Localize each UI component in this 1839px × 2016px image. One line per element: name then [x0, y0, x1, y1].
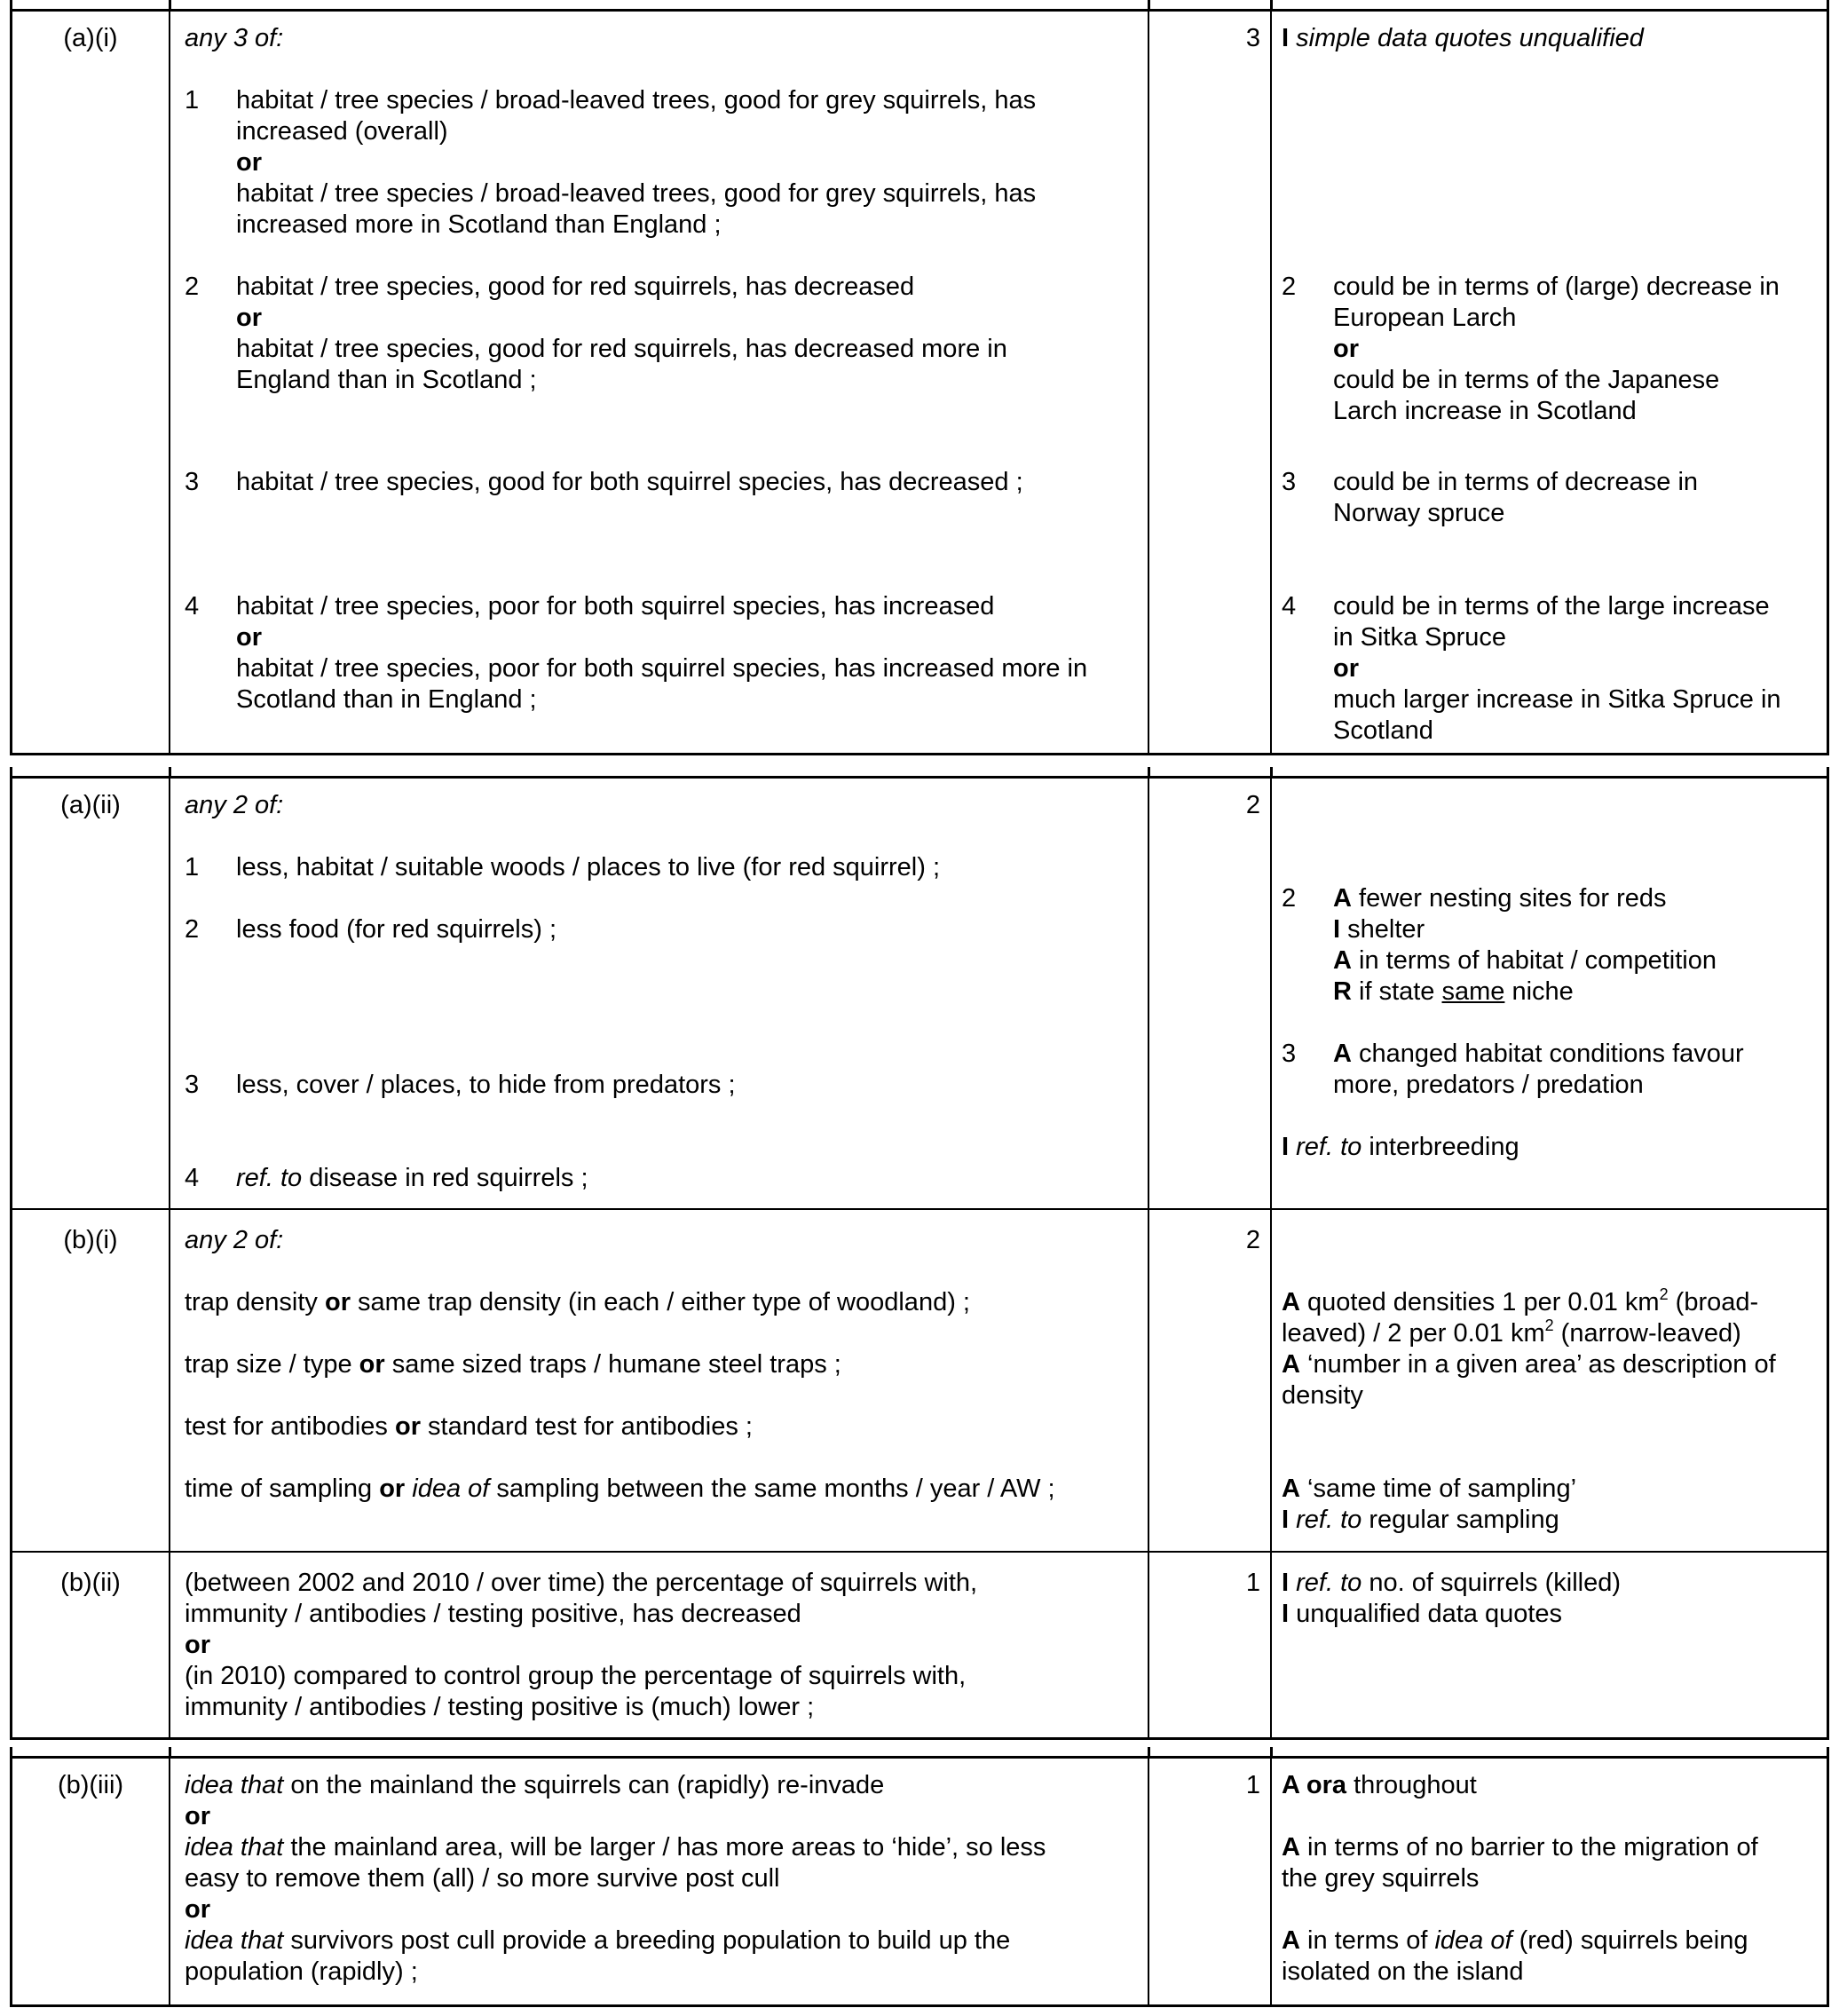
marks-value: 1: [1245, 1569, 1260, 1597]
mark-scheme-table-3: [10, 1756, 1829, 2007]
question-number: (b)(iii): [57, 1771, 124, 1799]
answer-cell: any 2 of: 1 less, habitat / suitable woods / places to live (for red squirrel) ; 2 less food (for red squirrels) ; 3 less, cover / places, to hide from predators ; 4 ref. to disease in red squirrels ;: [185, 791, 941, 1192]
guidance-point: A ‘same time of sampling’ I ref. to regular sampling: [1282, 1474, 1577, 1534]
answer-cell: idea that on the mainland the squirrels can (rapidly) re-invade or idea that the mainland area, will be larger / has more areas to ‘hide’, so less easy to remove them (all) / so more survive post cull or idea that survivors post cull provide a breeding population to build up the population (rapidly) ;: [185, 1771, 1046, 1986]
answer-point: test for antibodies or standard test for antibodies ;: [185, 1412, 753, 1441]
marks-value: 3: [1245, 24, 1260, 52]
marks-value: 2: [1245, 791, 1260, 819]
question-number: (b)(i): [63, 1226, 118, 1254]
mark-scheme-table-2: (a)(ii) any 2 of: 1 less, habitat / suitable woods / places to live (for red squirrel) ; 2 less food (for red squirrels) ; 3 less, cover / places, to hide from predators ; 4 ref. to disease in red squirrels ; 2 2 A fewer nesting sites for reds I shelter A in terms of habitat / competition R if state same niche 3 A changed habitat conditions favour more, predators / predation I ref. to interbreeding (b)(i) any 2 of: trap density or same trap density (in each / either type of woodland) ; trap size / type or same sized traps / humane steel traps ; test for antibodies or standard test for antibodies ; time of sampling or idea of sampling between the same months / year / AW ; 2 A quoted densities 1 per 0.01 $km^2$ (broad- leaved) / 2 per 0.01 $km^2$ (narrow-leaved) A ‘number in a given area’ as description of density A ‘same time of sampling’ I ref. to regular sampling (b)(ii) (between 2002 and 2010 / over time) the percentage of squirrels with, immunity / antibodies / testing positive, has decreased or (in 2010) compared to control group the percentage of squirrels with, immunity / antibodies / testing positive is (much) lower ; 1 I ref. to no. of squirrels (killed) I unqualified data quotes: [10, 776, 1829, 1740]
question-number: (b)(ii): [60, 1569, 121, 1597]
answer-cell: any 3 of: 1 habitat / tree species / broad-leaved trees, good for grey squirrels, has increased (overall) or habitat / tree species / broad-leaved trees, good for grey squirrels, has increased more in Scotland than England ; 2 habitat / tree species, good for red squirrels, has decreased or habitat / tree species, good for red squirrels, has decreased more in England than in Scotland ; 3 habitat / tree species, good for both squirrel species, has decreased ; 4 habitat / tree species, poor for both squirrel species, has increased or habitat / tree species, poor for both squirrel species, has increased more in Scotland than in England ;: [185, 23, 1143, 54]
guidance-cell: I ref. to no. of squirrels (killed) I unqualified data quotes: [1282, 1569, 1621, 1628]
answer-intro: any 3 of:: [185, 24, 284, 52]
guidance-cell: A ora throughout A in terms of no barrier to the migration of the grey squirrels A in terms of idea of (red) squirrels being isolated on the island: [1282, 1771, 1758, 1986]
marks-value: 1: [1245, 1771, 1260, 1799]
marks-value: 2: [1245, 1226, 1260, 1254]
mark-scheme-table-1: [10, 9, 1829, 755]
answer-point: trap density or same trap density (in each / either type of woodland) ;: [185, 1288, 970, 1316]
guidance-point: A quoted densities 1 per 0.01 $km^2$ (broad- leaved) / 2 per 0.01 $km^2$ (narrow-leaved) A ‘number in a given area’ as description of density: [1282, 1285, 1776, 1410]
answer-point: trap size / type or same sized traps / humane steel traps ;: [185, 1350, 841, 1379]
question-number: (a)(i): [63, 24, 118, 52]
answer-point: time of sampling or idea of sampling between the same months / year / AW ;: [185, 1474, 1055, 1503]
answer-cell: (between 2002 and 2010 / over time) the percentage of squirrels with, immunity / antibodies / testing positive, has decreased or (in 2010) compared to control group the percentage of squirrels with, immunity / antibodies / testing positive is (much) lower ;: [185, 1569, 978, 1721]
answer-cell: any 2 of: trap density or same trap density (in each / either type of woodland) ; trap size / type or same sized traps / humane steel traps ; test for antibodies or standard test for antibodies ; time of sampling or idea of sampling between the same months / year / AW ;: [185, 1225, 1143, 1505]
guidance-point: I ref. to interbreeding: [1282, 1133, 1519, 1161]
question-number: (a)(ii): [60, 791, 121, 819]
guidance-cell: I simple data quotes unqualified 2 could be in terms of (large) decrease in European Larch or could be in terms of the Japanese Larch increase in Scotland 3 could be in terms of decrease in Norway spruce 4 could be in terms of the large increase in Sitka Spruce or much larger increase in Sitka Spruce in Scotland: [1282, 24, 1781, 745]
